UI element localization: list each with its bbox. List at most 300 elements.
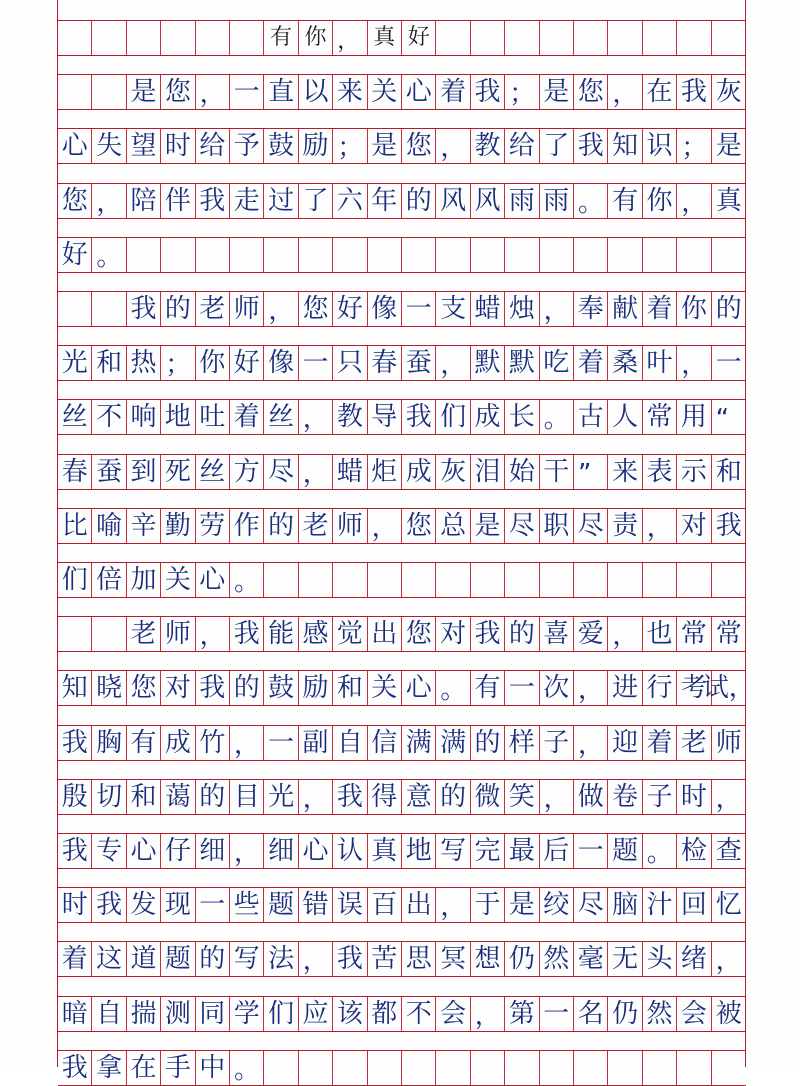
empty-cell	[471, 563, 505, 597]
character-cell: 是	[127, 75, 161, 109]
empty-cell	[92, 21, 126, 55]
character-cell: 心	[127, 834, 161, 868]
character-cell: 有	[264, 21, 298, 55]
punctuation-cell: ，	[540, 780, 574, 814]
character-cell: 默	[471, 346, 505, 380]
character-cell: 的	[161, 292, 195, 326]
character-cell: 和	[92, 346, 126, 380]
character-cell: 绞	[540, 888, 574, 922]
character-cell: 劳	[196, 509, 230, 543]
empty-cell	[230, 238, 264, 272]
grid-row	[58, 291, 746, 327]
empty-cell	[230, 21, 264, 55]
character-cell: 在	[127, 1051, 161, 1085]
character-cell: 春	[58, 455, 92, 489]
character-cell: 真	[368, 834, 402, 868]
character-cell: 感	[299, 617, 333, 651]
character-cell: 一	[402, 292, 436, 326]
empty-cell	[608, 1051, 642, 1085]
empty-cell	[540, 21, 574, 55]
character-cell: 和	[715, 456, 742, 487]
empty-cell	[608, 238, 642, 272]
punctuation-cell: ；	[505, 75, 539, 109]
character-cell: 自	[333, 726, 367, 760]
character-cell: 示	[677, 455, 711, 489]
punctuation-cell: 。	[92, 238, 126, 272]
character-cell: 奉	[574, 292, 608, 326]
grid-row	[58, 996, 746, 1032]
character-cell: 导	[368, 400, 402, 434]
character-cell: 我	[677, 75, 711, 109]
character-cell: 常	[643, 400, 677, 434]
character-cell: 有	[127, 726, 161, 760]
punctuation-cell: ，	[471, 997, 505, 1031]
character-cell: 了	[299, 184, 333, 218]
character-cell: 总	[436, 509, 470, 543]
punctuation-cell: ，	[715, 783, 742, 814]
character-cell: 您	[127, 671, 161, 705]
character-cell: 自	[92, 997, 126, 1031]
character-cell: 们	[264, 997, 298, 1031]
grid-row	[58, 74, 746, 110]
character-cell: 您	[402, 509, 436, 543]
grid-row	[58, 725, 746, 761]
character-cell: 责	[608, 509, 642, 543]
character-cell: 地	[402, 834, 436, 868]
character-cell: 光	[58, 346, 92, 380]
character-cell: 是	[368, 129, 402, 163]
character-cell: 陪	[127, 184, 161, 218]
empty-cell	[471, 238, 505, 272]
character-cell: 蜡	[471, 292, 505, 326]
character-cell: 表	[643, 455, 677, 489]
character-cell: 我	[230, 617, 264, 651]
character-cell: 的	[436, 780, 470, 814]
character-cell: 叶	[643, 346, 677, 380]
character-cell: 心	[58, 129, 92, 163]
character-cell: 用	[677, 400, 711, 434]
character-cell: 错	[299, 888, 333, 922]
character-cell: 的	[230, 671, 264, 705]
character-cell: 你	[196, 346, 230, 380]
character-cell: 在	[643, 75, 677, 109]
character-cell: 不	[92, 400, 126, 434]
character-cell: 像	[264, 346, 298, 380]
empty-cell	[608, 563, 642, 597]
character-cell: 老	[196, 292, 230, 326]
character-cell: 然	[540, 942, 574, 976]
punctuation-cell: ，	[299, 942, 333, 976]
character-cell: 风	[436, 184, 470, 218]
empty-cell	[436, 238, 470, 272]
character-cell: 晓	[92, 671, 126, 705]
empty-cell	[712, 563, 746, 597]
character-cell: 是	[505, 888, 539, 922]
empty-cell	[264, 238, 298, 272]
empty-cell	[436, 563, 470, 597]
grid-row	[58, 183, 746, 219]
character-cell: 爱	[574, 617, 608, 651]
character-cell: 能	[264, 617, 298, 651]
empty-cell	[540, 563, 574, 597]
character-cell: 仔	[161, 834, 195, 868]
character-cell: 老	[127, 617, 161, 651]
character-cell: 成	[161, 726, 195, 760]
empty-cell	[677, 563, 711, 597]
punctuation-cell: ，	[574, 726, 608, 760]
character-cell: 时	[677, 780, 711, 814]
character-cell: 被	[715, 998, 742, 1029]
character-cell: 尽	[505, 509, 539, 543]
character-cell: 成	[471, 400, 505, 434]
character-cell: 胸	[92, 726, 126, 760]
grid-row	[58, 833, 746, 869]
character-cell: 学	[230, 997, 264, 1031]
punctuation-cell: 。	[643, 834, 677, 868]
empty-cell	[368, 563, 402, 597]
character-cell: 您	[161, 75, 195, 109]
character-cell: 老	[299, 509, 333, 543]
character-cell: 竹	[196, 726, 230, 760]
character-cell: 丝	[196, 455, 230, 489]
punctuation-cell: ，	[333, 21, 367, 55]
character-cell: 中	[196, 1051, 230, 1085]
grid-row	[58, 128, 746, 164]
empty-cell	[127, 238, 161, 272]
punctuation-cell: 。	[540, 400, 574, 434]
character-cell: 加	[127, 563, 161, 597]
grid-row	[58, 508, 746, 544]
character-cell: 成	[402, 455, 436, 489]
empty-cell	[92, 75, 126, 109]
character-cell: 回	[677, 888, 711, 922]
empty-cell	[161, 21, 195, 55]
character-cell: 我	[58, 726, 92, 760]
empty-cell	[58, 292, 92, 326]
character-cell: 我	[127, 292, 161, 326]
character-cell: 手	[161, 1051, 195, 1085]
empty-cell	[505, 563, 539, 597]
character-cell: 过	[264, 184, 298, 218]
character-cell: 这	[92, 942, 126, 976]
character-cell: 绪	[677, 942, 711, 976]
character-cell: 泪	[471, 455, 505, 489]
character-cell: 教	[471, 129, 505, 163]
character-cell: 您	[299, 292, 333, 326]
character-cell: 年	[368, 184, 402, 218]
character-cell: 蚕	[92, 455, 126, 489]
empty-cell	[436, 21, 470, 55]
character-cell: 识	[643, 129, 677, 163]
character-cell: 信	[368, 726, 402, 760]
character-cell: 我	[471, 75, 505, 109]
empty-cell	[299, 238, 333, 272]
character-cell: 写	[230, 942, 264, 976]
character-cell: 百	[368, 888, 402, 922]
character-cell: 吃	[540, 346, 574, 380]
empty-cell	[333, 238, 367, 272]
punctuation-cell: ，	[92, 184, 126, 218]
character-cell: 题	[264, 888, 298, 922]
character-cell: 辛	[127, 509, 161, 543]
character-cell: 干	[540, 455, 574, 489]
character-cell: 时	[161, 129, 195, 163]
character-cell: 对	[161, 671, 195, 705]
character-cell: 师	[715, 727, 742, 758]
character-cell: 我	[196, 184, 230, 218]
character-cell: 做	[574, 780, 608, 814]
character-cell: 的	[196, 780, 230, 814]
empty-cell	[58, 617, 92, 651]
character-cell: 喻	[92, 509, 126, 543]
character-cell: 您	[402, 617, 436, 651]
character-cell: 古	[574, 400, 608, 434]
character-cell: 意	[402, 780, 436, 814]
character-cell: 以	[299, 75, 333, 109]
character-cell: 一	[540, 997, 574, 1031]
character-cell: 死	[161, 455, 195, 489]
character-cell: 方	[230, 455, 264, 489]
character-cell: 我	[333, 780, 367, 814]
character-cell: 暗	[58, 997, 92, 1031]
character-cell: 目	[230, 780, 264, 814]
empty-cell	[196, 21, 230, 55]
character-cell: 献	[608, 292, 642, 326]
character-cell: 头	[643, 942, 677, 976]
character-cell: 尽	[574, 509, 608, 543]
character-cell: 是	[715, 131, 742, 162]
character-cell: 蚕	[402, 346, 436, 380]
grid-row	[58, 454, 746, 490]
character-cell: 一	[196, 888, 230, 922]
character-cell: 迎	[608, 726, 642, 760]
character-cell: 满	[402, 726, 436, 760]
character-cell: 常	[677, 617, 711, 651]
character-cell: 汁	[643, 888, 677, 922]
character-cell: 是	[540, 75, 574, 109]
character-cell: 细	[264, 834, 298, 868]
character-cell: 我	[58, 1051, 92, 1085]
character-cell: 倍	[92, 563, 126, 597]
character-cell: 得	[368, 780, 402, 814]
character-cell: 该	[333, 997, 367, 1031]
character-cell: 关	[161, 563, 195, 597]
empty-cell	[608, 21, 642, 55]
character-cell: 你	[643, 184, 677, 218]
character-cell: 师	[333, 509, 367, 543]
punctuation-cell: “	[715, 404, 730, 435]
character-cell: 子	[643, 780, 677, 814]
character-cell: 完	[471, 834, 505, 868]
character-cell: 应	[299, 997, 333, 1031]
punctuation-cell: ，	[230, 726, 264, 760]
punctuation-cell: ，	[196, 75, 230, 109]
character-cell: 丝	[264, 400, 298, 434]
character-cell: 毫	[574, 942, 608, 976]
grid-row	[58, 562, 746, 598]
character-cell: 觉	[333, 617, 367, 651]
punctuation-cell: ，	[230, 834, 264, 868]
character-cell: 认	[333, 834, 367, 868]
empty-cell	[368, 1051, 402, 1085]
character-cell: 望	[127, 129, 161, 163]
empty-cell	[264, 563, 298, 597]
character-cell: 伴	[161, 184, 195, 218]
character-cell: 脑	[608, 888, 642, 922]
grid-row	[58, 887, 746, 923]
character-cell: 长	[505, 400, 539, 434]
punctuation-cell: ，	[368, 509, 402, 543]
character-cell: 道	[127, 942, 161, 976]
punctuation-cell: ，	[299, 455, 333, 489]
character-cell: 子	[540, 726, 574, 760]
punctuation-cell: ；	[161, 346, 195, 380]
character-cell: 心	[402, 671, 436, 705]
character-cell: 着	[643, 726, 677, 760]
empty-cell	[299, 1051, 333, 1085]
character-cell: 吐	[196, 400, 230, 434]
character-cell: 揣	[127, 997, 161, 1031]
character-cell: 着	[643, 292, 677, 326]
character-cell: 你	[677, 292, 711, 326]
character-cell: 一	[299, 346, 333, 380]
character-cell: 一	[715, 348, 742, 379]
character-cell: 我	[715, 510, 742, 541]
character-cell: 我	[574, 129, 608, 163]
character-cell: 是	[471, 509, 505, 543]
character-cell: 想	[471, 942, 505, 976]
punctuation-cell: ，	[436, 129, 470, 163]
character-cell: 专	[92, 834, 126, 868]
punctuation-cell: ，	[643, 509, 677, 543]
punctuation-cell: ，	[677, 346, 711, 380]
character-cell: 只	[333, 346, 367, 380]
character-cell: 雨	[540, 184, 574, 218]
character-cell: 丝	[58, 400, 92, 434]
character-cell: 进	[608, 671, 642, 705]
character-cell: 最	[505, 834, 539, 868]
punctuation-cell: ；	[677, 129, 711, 163]
character-cell: 常	[715, 619, 742, 650]
character-cell: 直	[264, 75, 298, 109]
character-cell: 知	[608, 129, 642, 163]
character-cell: 查	[715, 836, 742, 866]
character-cell: 笑	[505, 780, 539, 814]
character-cell: 们	[436, 400, 470, 434]
character-cell: 教	[333, 400, 367, 434]
character-cell: 到	[127, 455, 161, 489]
punctuation-cell: ，	[574, 671, 608, 705]
character-cell: 关	[368, 75, 402, 109]
empty-cell	[402, 1051, 436, 1085]
empty-cell	[333, 563, 367, 597]
character-cell: 风	[471, 184, 505, 218]
character-cell: 我	[196, 671, 230, 705]
character-cell: 切	[92, 780, 126, 814]
empty-cell	[264, 1051, 298, 1085]
character-cell: 无	[608, 942, 642, 976]
character-cell: 我	[333, 942, 367, 976]
character-cell: 鼓	[264, 671, 298, 705]
empty-cell	[436, 1051, 470, 1085]
grid-row	[58, 1050, 746, 1086]
character-cell: 题	[608, 834, 642, 868]
empty-cell	[643, 563, 677, 597]
punctuation-cell: ，	[608, 617, 642, 651]
empty-cell	[643, 21, 677, 55]
character-cell: 误	[333, 888, 367, 922]
character-cell: 的	[715, 294, 742, 324]
character-cell: 出	[368, 617, 402, 651]
empty-cell	[712, 238, 746, 272]
character-cell: 发	[127, 888, 161, 922]
character-cell: 始	[505, 455, 539, 489]
punctuation-cell: ，	[436, 888, 470, 922]
character-cell: 会	[436, 997, 470, 1031]
punctuation-cell: 。	[574, 184, 608, 218]
character-cell: 仍	[608, 997, 642, 1031]
character-cell: 的	[505, 617, 539, 651]
empty-cell	[58, 21, 92, 55]
empty-cell	[127, 21, 161, 55]
character-cell: 考	[677, 671, 711, 705]
character-cell: 喜	[540, 617, 574, 651]
empty-cell	[92, 617, 126, 651]
empty-cell	[402, 563, 436, 597]
character-cell: 满	[436, 726, 470, 760]
empty-cell	[92, 292, 126, 326]
empty-cell	[677, 1051, 711, 1085]
character-cell: 一	[264, 726, 298, 760]
punctuation-cell: ，	[196, 617, 230, 651]
character-cell: 灰	[436, 455, 470, 489]
character-cell: 的	[264, 509, 298, 543]
character-cell: 行	[643, 671, 677, 705]
character-cell: 卷	[608, 780, 642, 814]
character-cell: 都	[368, 997, 402, 1031]
empty-cell	[643, 1051, 677, 1085]
character-cell: 些	[230, 888, 264, 922]
character-cell: 细	[196, 834, 230, 868]
punctuation-cell: 。	[230, 1051, 264, 1085]
character-cell: 不	[402, 997, 436, 1031]
character-cell: 试，	[702, 673, 755, 704]
character-cell: 们	[58, 563, 92, 597]
character-cell: 师	[230, 292, 264, 326]
punctuation-cell: 。	[436, 671, 470, 705]
character-cell: 对	[436, 617, 470, 651]
character-cell: 尽	[264, 455, 298, 489]
punctuation-cell: ；	[333, 129, 367, 163]
character-cell: 走	[230, 184, 264, 218]
title-row	[58, 20, 746, 56]
empty-cell	[677, 21, 711, 55]
grid-row	[58, 670, 755, 706]
punctuation-cell: ”	[574, 455, 608, 489]
character-cell: 一	[230, 75, 264, 109]
empty-cell	[471, 1051, 505, 1085]
character-cell: 着	[436, 75, 470, 109]
empty-cell	[574, 238, 608, 272]
empty-cell	[505, 1051, 539, 1085]
character-cell: 尽	[574, 888, 608, 922]
character-cell: 春	[368, 346, 402, 380]
character-cell: 会	[677, 997, 711, 1031]
character-cell: 名	[574, 997, 608, 1031]
character-cell: 光	[264, 780, 298, 814]
character-cell: 好	[402, 21, 436, 55]
character-cell: 检	[677, 834, 711, 868]
